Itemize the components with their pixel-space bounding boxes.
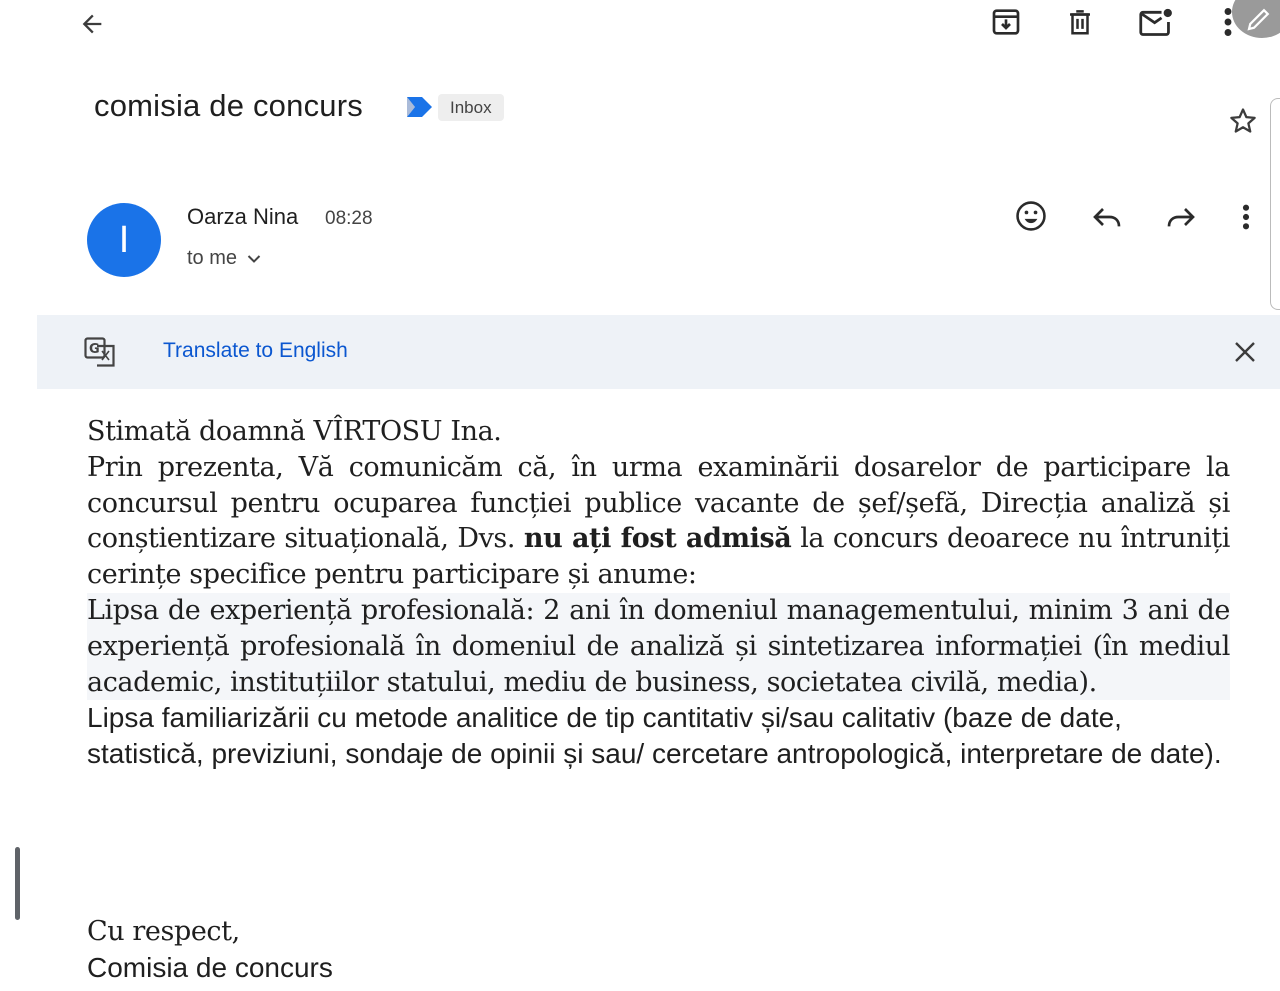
paragraph-1-text-end: la concurs deoarece nu întruniți cerințe specifice pentru participare și anume:	[87, 523, 1230, 591]
closing: Cu respect,	[87, 916, 240, 947]
message-body	[87, 414, 1230, 772]
trash-icon	[1065, 6, 1095, 38]
emoji-icon	[1014, 199, 1048, 233]
star-icon	[1228, 106, 1258, 136]
side-panel-edge[interactable]	[1270, 98, 1280, 310]
archive-icon	[990, 6, 1022, 38]
delete-button[interactable]	[1060, 2, 1100, 42]
sender-name: Oarza Nina	[187, 204, 299, 229]
paragraph-3: Lipsa familiarizării cu metode analitice de tip cantitativ și/sau calitativ (baze de date, statistică, previziuni, sondaje de opinii și sau/ cercetare antropologică, interpretare de date).	[87, 702, 1222, 770]
arrow-left-icon	[78, 10, 106, 38]
more-vert-icon	[1242, 203, 1250, 231]
signature: Comisia de concurs	[87, 951, 333, 983]
archive-button[interactable]	[986, 2, 1026, 42]
recipient-label: to me	[187, 247, 238, 269]
scrollbar-thumb[interactable]	[15, 847, 20, 920]
star-button[interactable]	[1222, 100, 1264, 142]
subject-title: comisia de concurs	[94, 88, 363, 123]
recipient-details-toggle[interactable]	[187, 247, 261, 270]
rejection-emphasis: nu ați fost admisă	[523, 523, 792, 555]
sender-avatar[interactable]: I	[87, 203, 161, 277]
mark-unread-button[interactable]	[1134, 2, 1178, 42]
reply-icon	[1091, 203, 1123, 231]
svg-text:G: G	[89, 342, 100, 357]
forward-icon	[1165, 203, 1197, 231]
chevron-down-icon	[247, 254, 261, 264]
add-reaction-button[interactable]	[1010, 195, 1052, 237]
google-translate-icon	[84, 337, 116, 367]
paragraph-2: Lipsa de experiență profesională: 2 ani în domeniul managementului, minim 3 ani de experiență profesională în domeniul de analiză și sintetizarea informației (în mediul academic, instituțiilor statului, mediu de business, societatea civilă, media).	[87, 593, 1230, 700]
inbox-label-badge[interactable]: Inbox	[438, 94, 504, 121]
close-translate-button[interactable]	[1226, 333, 1264, 371]
reply-button[interactable]	[1086, 196, 1128, 238]
close-icon	[1233, 340, 1257, 364]
message-time: 08:28	[325, 208, 373, 229]
signature-block	[87, 914, 333, 986]
paragraph-1-text: Prin prezenta, Vă comunicăm că, în urma examinării dosarelor de participare la concursul pentru ocuparea funcției publice vacante de șef/șefă, Direcția analiză și conștientizare situațională, Dvs.	[87, 451, 1230, 555]
back-button[interactable]	[72, 4, 112, 44]
greeting: Stimată doamnă VÎRTOSU Ina.	[87, 416, 502, 447]
message-more-button[interactable]	[1232, 196, 1260, 238]
translate-link[interactable]: Translate to English	[163, 339, 348, 362]
mail-unread-icon	[1138, 6, 1174, 38]
pencil-icon	[1244, 4, 1274, 34]
forward-button[interactable]	[1160, 196, 1202, 238]
paragraph-1	[87, 450, 1230, 593]
important-marker-icon[interactable]	[406, 96, 434, 118]
